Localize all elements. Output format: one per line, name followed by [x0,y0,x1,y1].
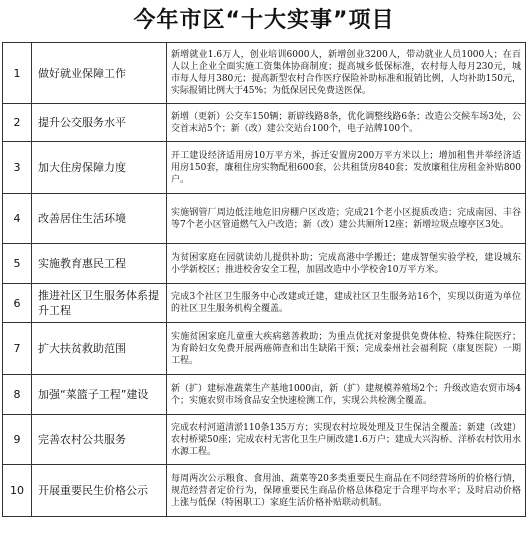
project-content: 新增就业1.6万人，创业培训6000人，新增创业3200人，带动就业人员1000人；在百人以上企业全面实施工资集体协商制度；提高城乡低保标准，农村每人每月230元，城市每人每月380元；提高新型农村合作医疗保险补助标准和报销比例，人均补助150元，实际报销比例大于45%；为低保居民免费送医保。 [167,43,526,104]
project-name: 实施教育惠民工程 [32,244,167,284]
project-name: 加强“菜篮子工程”建设 [32,375,167,415]
project-name: 做好就业保障工作 [32,43,167,104]
project-content: 实施贫困家庭儿童重大疾病慈善救助；为重点优抚对象提供免费体检、特殊住院医疗；为育龄妇女免费开展两癌筛查和出生缺陷干预；完成泰州社会福利院（康复医院）一期工程。 [167,323,526,375]
table-row [3,244,526,284]
table-row [3,142,526,194]
project-name: 改善居住生活环境 [32,194,167,244]
projects-table [2,42,526,517]
project-name: 推进社区卫生服务体系提升工程 [32,284,167,323]
page-title: 今年市区“十大实事”项目 [133,8,395,33]
row-number: 8 [3,375,32,415]
table-row [3,43,526,104]
project-content: 为贫困家庭在园就读幼儿提供补助；完成高港中学搬迁；建成智堡实验学校，建设城东小学新校区；推进校舍安全工程，加固改造中小学校舍10万平方米。 [167,244,526,284]
row-number: 1 [3,43,32,104]
row-number: 4 [3,194,32,244]
table-row [3,375,526,415]
table-row [3,104,526,142]
row-number: 3 [3,142,32,194]
project-content: 完成农村河道清淤110条135万方；实现农村垃圾处理及卫生保洁全覆盖；新建（改建）农村桥梁50座；完成农村无害化卫生户厕改建1.6万户；建成大兴沟桥、洋桥农村饮用水水源工程。 [167,415,526,465]
project-content: 每周两次公示粮食、食用油、蔬菜等20多类重要民生商品在不同经营场所的价格行情，规范经营者定价行为，保障重要民生商品价格总体稳定于合理平均水平；及时启动价格上涨与低保（特困职工）家庭生活价格补贴联动机制。 [167,465,526,517]
table-row [3,194,526,244]
table-row [3,284,526,323]
project-name: 完善农村公共服务 [32,415,167,465]
row-number: 7 [3,323,32,375]
project-content: 开工建设经济适用房10万平方米，拆迁安置房200万平方米以上；增加租售并举经济适用房150套，廉租住房实物配租600套，公共租赁房840套；发放廉租住房租金补贴800户。 [167,142,526,194]
row-number: 6 [3,284,32,323]
project-content: 新增（更新）公交车150辆；新辟线路8条，优化调整线路6条；改造公交候车场3处，公交首末站5个；新（改）建公交站台100个，电子站牌100个。 [167,104,526,142]
project-content: 实施钢管厂周边低洼地危旧房棚户区改造；完成21个老小区提质改造；完成南园、丰谷等7个老小区管道燃气入户改造；新（改）建公共厕所12座；新增垃圾点壕亭区3处。 [167,194,526,244]
row-number: 10 [3,465,32,517]
project-name: 开展重要民生价格公示 [32,465,167,517]
project-name: 扩大扶贫救助范围 [32,323,167,375]
project-content: 完成3个社区卫生服务中心改建或迁建，建成社区卫生服务站16个，实现以街道为单位的社区卫生服务机构全覆盖。 [167,284,526,323]
row-number: 5 [3,244,32,284]
table-row [3,415,526,465]
project-content: 新（扩）建标准蔬菜生产基地1000亩，新（扩）建规模养殖场2个；升级改造农贸市场4个；实施农贸市场食品安全快速检测工作，实现公共检测全覆盖。 [167,375,526,415]
table-row [3,465,526,517]
project-name: 提升公交服务水平 [32,104,167,142]
project-name: 加大住房保障力度 [32,142,167,194]
row-number: 2 [3,104,32,142]
table-row [3,323,526,375]
row-number: 9 [3,415,32,465]
